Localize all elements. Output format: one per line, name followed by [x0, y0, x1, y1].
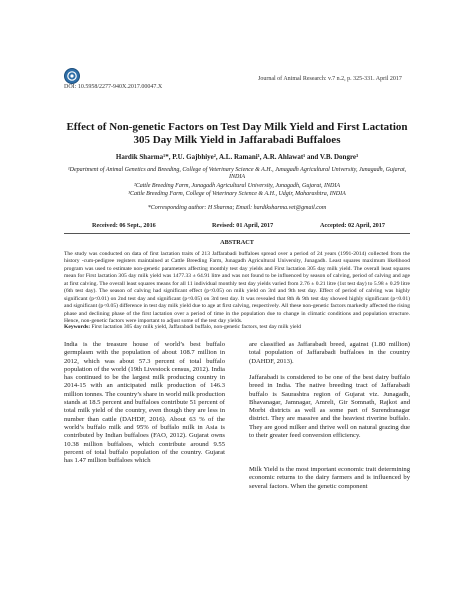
accepted-date: Accepted: 02 April, 2017 [320, 222, 385, 229]
affiliation-3: ³Cattle Breeding Farm, College of Veterinary Science & A.H., Udgir, Maharashtra, INDIA [128, 191, 346, 197]
keywords-label: Keywords: [64, 324, 91, 330]
received-date: Received: 06 Sept., 2016 [92, 222, 156, 229]
body-column-1: India is the treasure house of world’s best buffalo germplasm with the population of about 108.7 million in 2012, which was about 57.3 percent of total buffalo population of the world (19th Livestock census, 2012). India has continued to be the largest milk producing country in 2014-15 with an anticipated milk production of 146.3 million tonnes. The country’s share in world milk production stands at 18.5 percent and buffaloes contribute 51 percent of total milk yield of the country, even though they are less in number than cattle (DAHDF, 2016). About 63 % of the world’s buffalo milk and 95% of buffalo milk in Asia is contributed by Indian buffaloes (FAO, 2012). Gujarat owns 10.38 million buffaloes, which contribute around 9.55 percent of total buffalo population of the country. Gujarat has 1.47 million buffaloes which [64, 341, 225, 465]
affiliation-2: ²Cattle Breeding Farm, Junagadh Agricultural University, Junagadh, Gujarat, INDIA [133, 183, 341, 189]
doi[interactable]: DOI: 10.5958/2277-940X.2017.00047.X [64, 84, 163, 90]
journal-logo-icon [64, 68, 80, 84]
author-list: Hardik Sharma¹*, P.U. Gajbhiye², A.L. Ramani¹, A.R. Ahlawat¹ and V.B. Dongre³ [115, 153, 359, 161]
keywords-text: First lactation 305 day milk yield, Jaffarabadi buffalo, non-genetic factors, test day milk yield [91, 324, 302, 330]
body-column-2-paragraph-1: are classified as Jaffarabadi breed, against (1.80 million) total population of Jaffarabadi buffaloes in the country (DAHDF, 2013). [249, 341, 410, 365]
abstract-heading: ABSTRACT [220, 239, 254, 246]
body-column-2-paragraph-2: Jaffarabadi is considered to be one of the best dairy buffalo breed in India. The native breeding tract of Jaffarabadi buffalo is Saurashtra region of Gujarat viz. Junagadh, Bhavanagar, Jamnagar, Amreli, Gir Somnath, Rajkot and Morbi districts as well as some part of Surendranagar district. They are massive and the heaviest riverine buffalo. They are good milker and thrive well on natural grazing due to their greater feed conversion efficiency. [249, 374, 410, 440]
revised-date: Revised: 01 April, 2017 [212, 222, 274, 229]
paper-title: Effect of Non-genetic Factors on Test Day Milk Yield and First Lactation 305 Day Milk Yield in Jaffarabadi Buffaloes [66, 121, 408, 146]
journal-citation: Journal of Animal Research: v.7 n.2, p. 325-331. April 2017 [258, 76, 402, 82]
affiliation-1: ¹Department of Animal Genetics and Breeding, College of Veterinary Science & A.H., Junagadh Agricultural University, Junagadh, Gujarat, INDIA [67, 167, 407, 181]
divider [64, 233, 410, 234]
keywords [64, 324, 410, 331]
corresponding-author: *Corresponding author: H Sharma; Email: hardiksharma.vet@gmail.com [147, 205, 327, 211]
abstract-text: The study was conducted on data of first lactation traits of 213 Jaffarabadi buffaloes spread over a period of 24 years (1991-2014) collected from the history -cum-pedigree registers maintained at Cattle Breeding Farm, Junagadh Agricultural University, Junagadh. Least squares maximum likelihood program was used to estimate non-genetic parameters affecting monthly test day yields and First lactation 305 day milk yield. The overall least squares mean for First lactation 305 day milk yield was 1477.33 ± 64.91 litre and was not found to be influenced by season of calving, period of calving and age at first calving. The overall least squares means for all 11 individual monthly test day yields varied from 2.76 ± 0.21 litre (1st test day) to 5.98 ± 0.29 litre (6th test day). The season of calving had significant effect (p<0.05) on milk yield on 3rd and 9th test day. Effect of period of calving was highly significant (p<0.01) on 2nd test day and significant (p<0.05) on 3rd test day. It was revealed that 8th & 9th test day showed highly significant (p<0.01) and significant (p<0.05) difference in test day milk yield due to age at first calving, respectively. All these non-genetic factors markedly affected the rising phase and declining phase of the first lactation over a period of time in the population due to change in climatic conditions and population structure. Hence, non-genetic factors were important to adjust some of the test day yields. [64, 251, 410, 325]
body-column-2-paragraph-3: Milk Yield is the most important economic trait determining economic returns to the dairy farmers and is influenced by several factors. When the genetic component [249, 466, 410, 490]
